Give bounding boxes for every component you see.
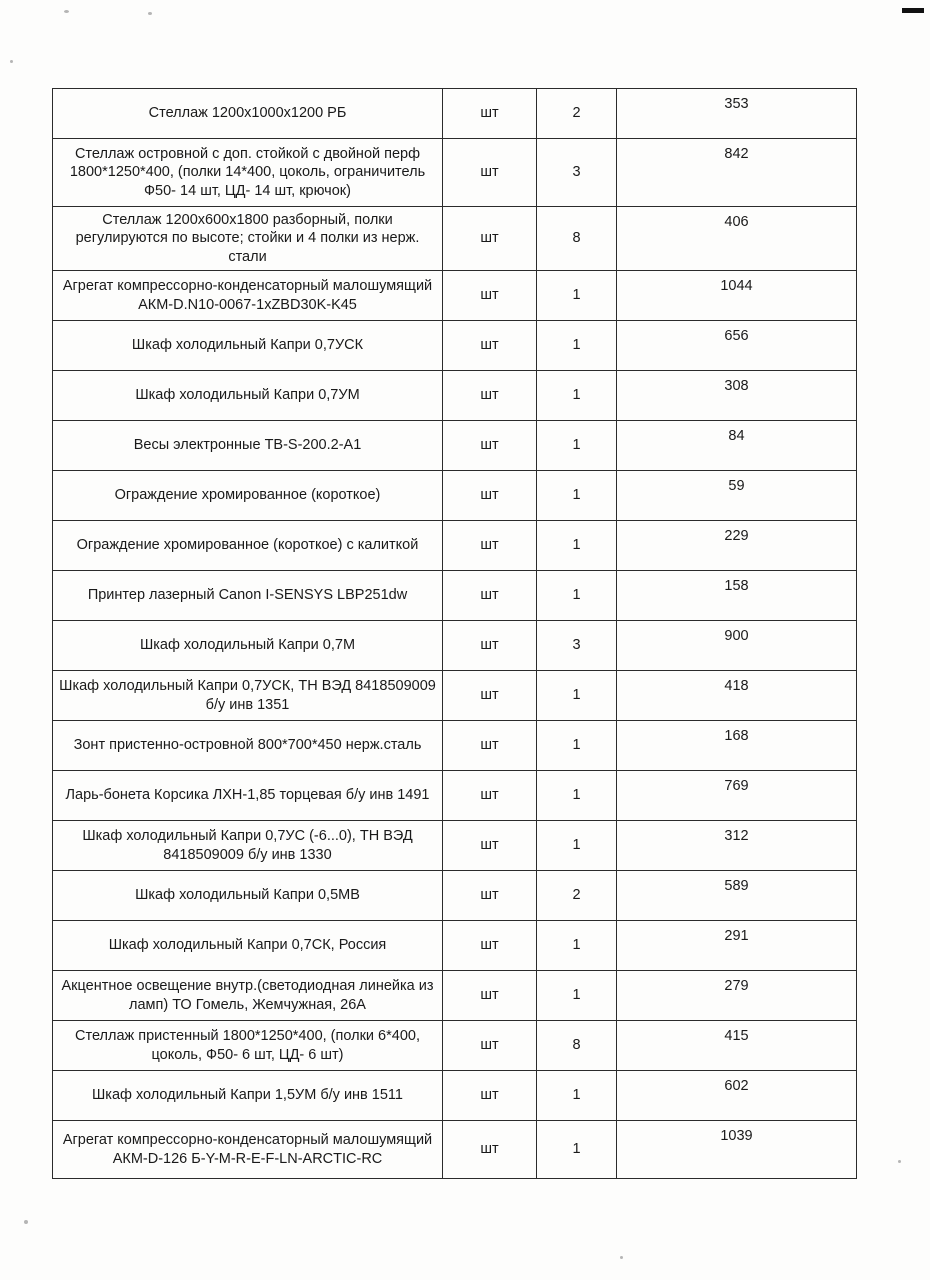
scan-speck bbox=[10, 60, 13, 63]
table-row bbox=[53, 721, 857, 771]
items-table bbox=[52, 88, 857, 1179]
item-name-cell: Стеллаж 1200х1000х1200 РБ bbox=[53, 89, 443, 139]
item-name-cell: Шкаф холодильный Капри 0,7М bbox=[53, 621, 443, 671]
quantity-cell: 1 bbox=[537, 1071, 617, 1121]
price-cell: 158 bbox=[617, 571, 857, 621]
table-row bbox=[53, 571, 857, 621]
price-cell: 168 bbox=[617, 721, 857, 771]
price-cell: 291 bbox=[617, 921, 857, 971]
table-row bbox=[53, 207, 857, 271]
item-name-cell: Шкаф холодильный Капри 0,5МВ bbox=[53, 871, 443, 921]
scan-speck bbox=[620, 1256, 623, 1259]
unit-cell: шт bbox=[443, 207, 537, 271]
price-cell: 415 bbox=[617, 1021, 857, 1071]
unit-cell: шт bbox=[443, 671, 537, 721]
price-cell: 842 bbox=[617, 139, 857, 207]
quantity-cell: 1 bbox=[537, 271, 617, 321]
quantity-cell: 1 bbox=[537, 1121, 617, 1179]
quantity-cell: 1 bbox=[537, 721, 617, 771]
item-name-cell: Акцентное освещение внутр.(светодиодная линейка из ламп) ТО Гомель, Жемчужная, 26А bbox=[53, 971, 443, 1021]
quantity-cell: 1 bbox=[537, 471, 617, 521]
unit-cell: шт bbox=[443, 321, 537, 371]
scan-speck bbox=[24, 1220, 28, 1224]
item-name-cell: Ограждение хромированное (короткое) bbox=[53, 471, 443, 521]
item-name-cell: Шкаф холодильный Капри 0,7УСК bbox=[53, 321, 443, 371]
item-name-cell: Агрегат компрессорно-конденсаторный малошумящий АКМ-D.N10-0067-1xZBD30K-K45 bbox=[53, 271, 443, 321]
quantity-cell: 1 bbox=[537, 421, 617, 471]
quantity-cell: 3 bbox=[537, 139, 617, 207]
table-row bbox=[53, 971, 857, 1021]
table-row bbox=[53, 921, 857, 971]
table-row bbox=[53, 1121, 857, 1179]
item-name-cell: Шкаф холодильный Капри 0,7УСК, ТН ВЭД 8418509009 б/у инв 1351 bbox=[53, 671, 443, 721]
unit-cell: шт bbox=[443, 89, 537, 139]
table-row bbox=[53, 271, 857, 321]
price-cell: 279 bbox=[617, 971, 857, 1021]
price-cell: 656 bbox=[617, 321, 857, 371]
price-cell: 602 bbox=[617, 1071, 857, 1121]
unit-cell: шт bbox=[443, 571, 537, 621]
table-row bbox=[53, 771, 857, 821]
unit-cell: шт bbox=[443, 1021, 537, 1071]
item-name-cell: Стеллаж островной с доп. стойкой с двойной перф 1800*1250*400, (полки 14*400, цоколь, ограничитель Ф50- 14 шт, ЦД- 14 шт, крючок) bbox=[53, 139, 443, 207]
scan-corner-mark bbox=[902, 8, 924, 13]
quantity-cell: 1 bbox=[537, 771, 617, 821]
unit-cell: шт bbox=[443, 621, 537, 671]
quantity-cell: 8 bbox=[537, 1021, 617, 1071]
price-cell: 84 bbox=[617, 421, 857, 471]
item-name-cell: Весы электронные ТВ-S-200.2-А1 bbox=[53, 421, 443, 471]
table-row bbox=[53, 89, 857, 139]
quantity-cell: 1 bbox=[537, 971, 617, 1021]
item-name-cell: Шкаф холодильный Капри 0,7УМ bbox=[53, 371, 443, 421]
table-row bbox=[53, 371, 857, 421]
item-name-cell: Шкаф холодильный Капри 1,5УМ б/у инв 1511 bbox=[53, 1071, 443, 1121]
unit-cell: шт bbox=[443, 1071, 537, 1121]
price-cell: 229 bbox=[617, 521, 857, 571]
unit-cell: шт bbox=[443, 1121, 537, 1179]
price-cell: 1044 bbox=[617, 271, 857, 321]
price-cell: 406 bbox=[617, 207, 857, 271]
price-cell: 59 bbox=[617, 471, 857, 521]
table-row bbox=[53, 1021, 857, 1071]
quantity-cell: 1 bbox=[537, 571, 617, 621]
table-row bbox=[53, 139, 857, 207]
quantity-cell: 1 bbox=[537, 521, 617, 571]
table-row bbox=[53, 321, 857, 371]
unit-cell: шт bbox=[443, 271, 537, 321]
table-row bbox=[53, 471, 857, 521]
unit-cell: шт bbox=[443, 821, 537, 871]
unit-cell: шт bbox=[443, 421, 537, 471]
quantity-cell: 2 bbox=[537, 871, 617, 921]
scan-speck bbox=[148, 12, 152, 15]
table-row bbox=[53, 521, 857, 571]
unit-cell: шт bbox=[443, 721, 537, 771]
unit-cell: шт bbox=[443, 139, 537, 207]
price-cell: 1039 bbox=[617, 1121, 857, 1179]
quantity-cell: 1 bbox=[537, 321, 617, 371]
table-row bbox=[53, 871, 857, 921]
item-name-cell: Ограждение хромированное (короткое) с калиткой bbox=[53, 521, 443, 571]
item-name-cell: Ларь-бонета Корсика ЛХН-1,85 торцевая б/у инв 1491 bbox=[53, 771, 443, 821]
table-row bbox=[53, 671, 857, 721]
quantity-cell: 1 bbox=[537, 371, 617, 421]
unit-cell: шт bbox=[443, 871, 537, 921]
price-cell: 769 bbox=[617, 771, 857, 821]
unit-cell: шт bbox=[443, 521, 537, 571]
item-name-cell: Шкаф холодильный Капри 0,7УС (-6...0), ТН ВЭД 8418509009 б/у инв 1330 bbox=[53, 821, 443, 871]
unit-cell: шт bbox=[443, 371, 537, 421]
quantity-cell: 1 bbox=[537, 821, 617, 871]
items-table-body bbox=[53, 89, 857, 1179]
item-name-cell: Стеллаж 1200х600х1800 разборный, полки регулируются по высоте; стойки и 4 полки из нерж. стали bbox=[53, 207, 443, 271]
item-name-cell: Принтер лазерный Canon I-SENSYS LBP251dw bbox=[53, 571, 443, 621]
unit-cell: шт bbox=[443, 471, 537, 521]
unit-cell: шт bbox=[443, 971, 537, 1021]
price-cell: 418 bbox=[617, 671, 857, 721]
price-cell: 900 bbox=[617, 621, 857, 671]
scan-speck bbox=[898, 1160, 901, 1163]
item-name-cell: Зонт пристенно-островной 800*700*450 нерж.сталь bbox=[53, 721, 443, 771]
price-cell: 353 bbox=[617, 89, 857, 139]
scan-speck bbox=[64, 10, 69, 13]
unit-cell: шт bbox=[443, 771, 537, 821]
quantity-cell: 1 bbox=[537, 671, 617, 721]
price-cell: 589 bbox=[617, 871, 857, 921]
table-row bbox=[53, 1071, 857, 1121]
price-cell: 312 bbox=[617, 821, 857, 871]
table-row bbox=[53, 821, 857, 871]
price-cell: 308 bbox=[617, 371, 857, 421]
quantity-cell: 8 bbox=[537, 207, 617, 271]
item-name-cell: Шкаф холодильный Капри 0,7СК, Россия bbox=[53, 921, 443, 971]
quantity-cell: 2 bbox=[537, 89, 617, 139]
item-name-cell: Стеллаж пристенный 1800*1250*400, (полки 6*400, цоколь, Ф50- 6 шт, ЦД- 6 шт) bbox=[53, 1021, 443, 1071]
item-name-cell: Агрегат компрессорно-конденсаторный малошумящий АКМ-D-126 Б-Y-M-R-E-F-LN-ARCTIC-RC bbox=[53, 1121, 443, 1179]
quantity-cell: 3 bbox=[537, 621, 617, 671]
unit-cell: шт bbox=[443, 921, 537, 971]
quantity-cell: 1 bbox=[537, 921, 617, 971]
table-row bbox=[53, 421, 857, 471]
table-row bbox=[53, 621, 857, 671]
